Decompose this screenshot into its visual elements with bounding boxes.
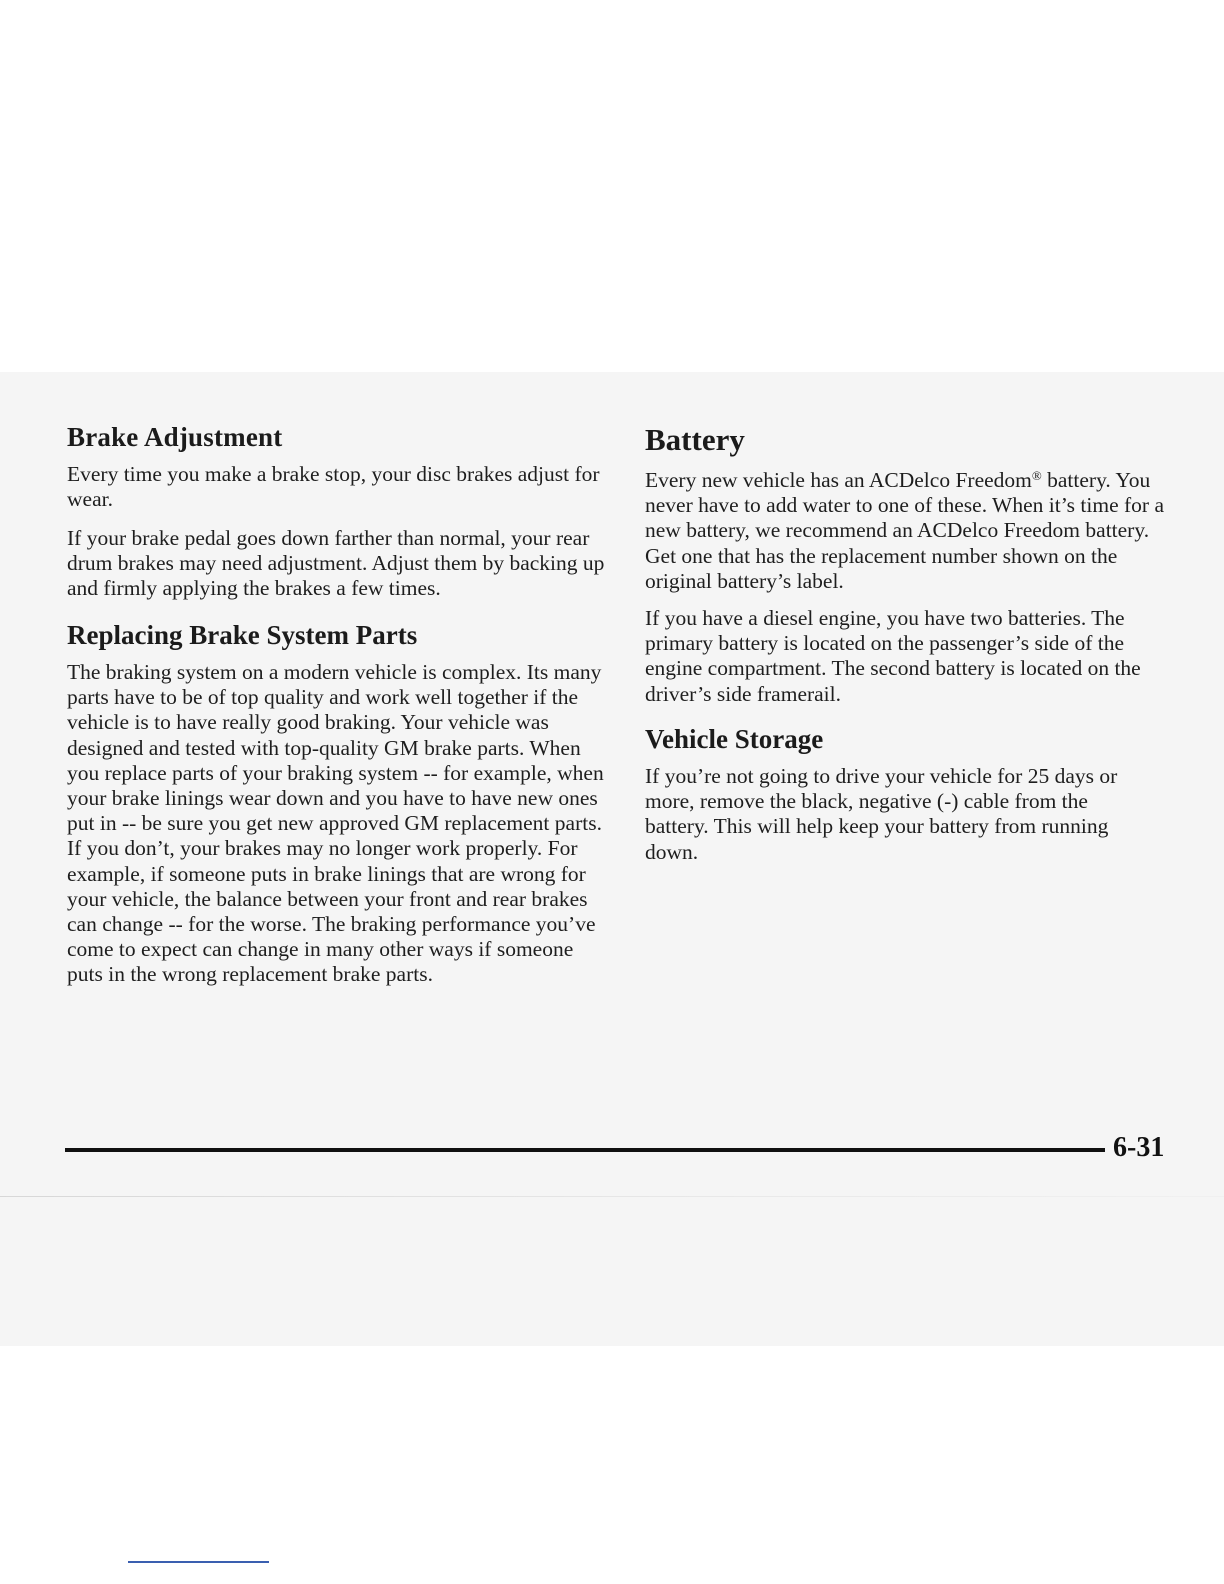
heading-brake-adjustment: Brake Adjustment: [67, 422, 283, 452]
battery-text-after: battery. You never have to add water to one of these. When it’s time for a new battery, we recommend an ACDelco Freedom battery. Get one that has the replacement number shown on the original battery’s label.: [645, 468, 1165, 593]
paragraph-battery-1: [645, 468, 1185, 594]
paragraph-brake-adjustment-1: Every time you make a brake stop, your disc brakes adjust for wear.: [67, 462, 600, 512]
manual-page: [0, 372, 1224, 1346]
bottom-underline-mark: [128, 1561, 269, 1563]
page-number: 6-31: [1113, 1132, 1165, 1163]
footer-rule: [65, 1148, 1105, 1152]
paragraph-brake-adjustment-2: If your brake pedal goes down farther than normal, your rear drum brakes may need adjustment. Adjust them by backing up and firmly applying the brakes a few times.: [67, 526, 605, 601]
paragraph-replacing-brake-parts: The braking system on a modern vehicle is complex. Its many parts have to be of top quality and work well together if the vehicle is to have really good braking. Your vehicle was designed and tested with top-quality GM brake parts. When you replace parts of your braking system -- for example, when your brake linings wear down and you have to have new ones put in -- be sure you get new approved GM replacement parts. If you don’t, your brakes may no longer work properly. For example, if someone puts in brake linings that are wrong for your vehicle, the balance between your front and rear brakes can change -- for the worse. The braking performance you’ve come to expect can change in many other ways if someone puts in the wrong replacement brake parts.: [67, 660, 604, 987]
scan-edge-line: [0, 1196, 1224, 1197]
paragraph-vehicle-storage: If you’re not going to drive your vehicle for 25 days or more, remove the black, negative (-) cable from the battery. This will help keep your battery from running down.: [645, 764, 1118, 864]
battery-text-before: Every new vehicle has an ACDelco Freedom: [645, 468, 1032, 492]
heading-vehicle-storage: Vehicle Storage: [645, 724, 824, 754]
paragraph-battery-2: If you have a diesel engine, you have two batteries. The primary battery is located on the passenger’s side of the engine compartment. The second battery is located on the driver’s side framerail.: [645, 606, 1141, 706]
registered-mark: ®: [1031, 468, 1042, 483]
heading-battery: Battery: [645, 422, 745, 457]
heading-replacing-brake-system-parts: Replacing Brake System Parts: [67, 620, 418, 650]
